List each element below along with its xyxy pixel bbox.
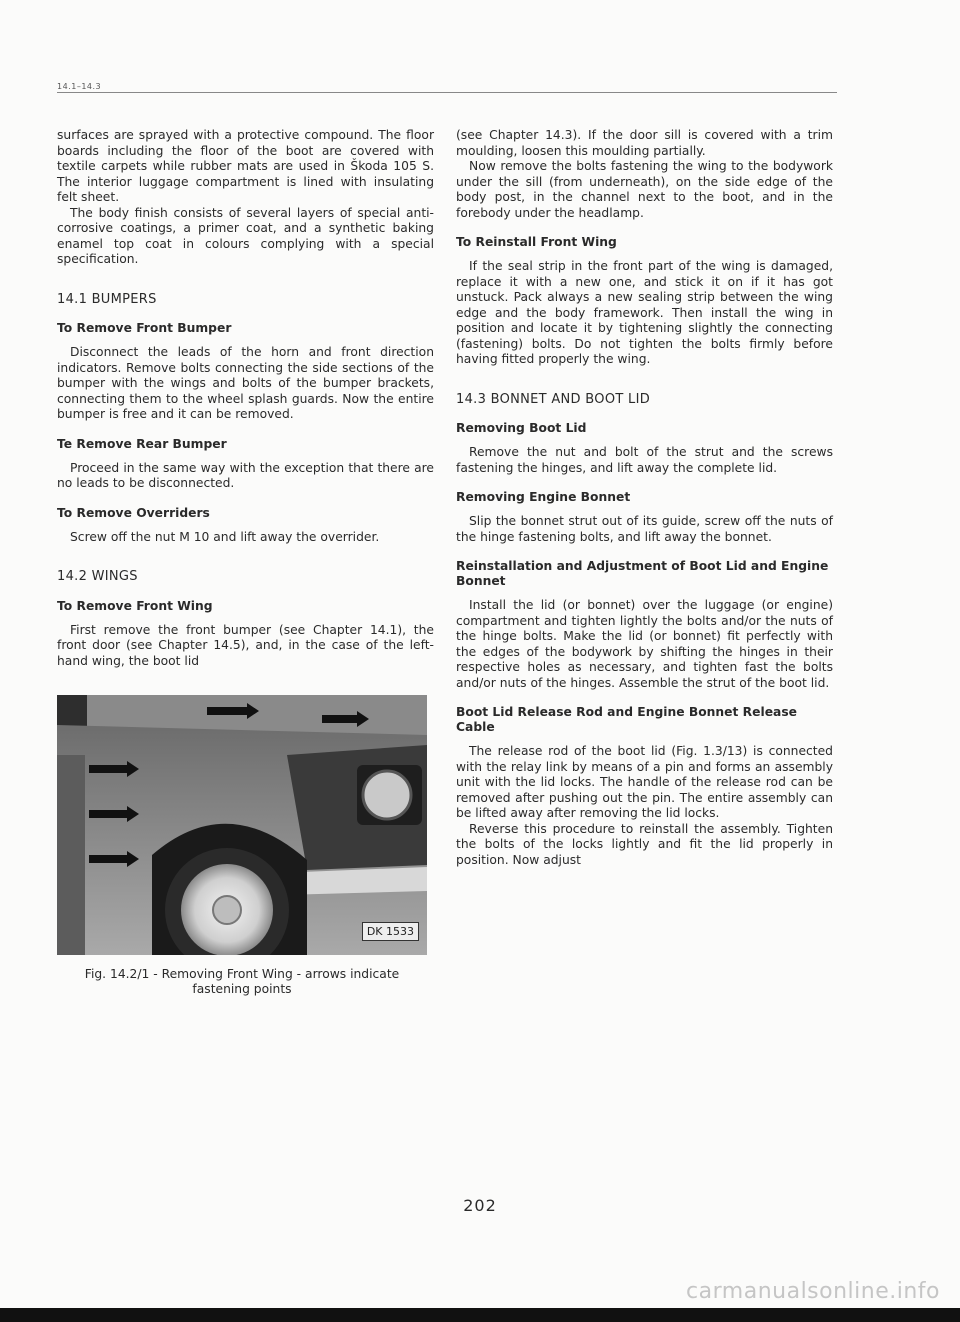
wing-bolts-paragraph: Now remove the bolts fastening the wing to the bodywork under the sill (from underneath), on the side edge of the body post, in the channel next to the boot, and in the forebody under the headlamp. [456,159,833,220]
reinstall-front-wing-title: To Reinstall Front Wing [456,235,617,249]
figure-code-label: DK 1533 [362,922,419,942]
reinstallation-text: Install the lid (or bonnet) over the luggage (or engine) compartment and tighten lightly the bolts and/or the nuts of the hinge bolts. Make the lid (or bonnet) fit perfectly with the edges of the bodywork by shifting the hinges in their respective holes as necessary, and tighten fast the bolts and/or nuts of the hinges. Assemble the strut of the boot lid. [456,598,833,690]
continuation-paragraph: (see Chapter 14.3). If the door sill is covered with a trim moulding, loosen this moulding partially. [456,128,833,158]
remove-rear-bumper-title: Te Remove Rear Bumper [57,436,227,451]
remove-overriders-title: To Remove Overriders [57,505,210,520]
removing-boot-lid-title: Removing Boot Lid [456,421,587,435]
section-wings-title: 14.2 WINGS [57,569,138,584]
running-header: 14.1–14.3 [57,82,102,91]
removing-engine-bonnet-title: Removing Engine Bonnet [456,490,631,504]
removing-engine-bonnet-text: Slip the bonnet strut out of its guide, screw off the nuts of the hinge fastening bolts, and lift away the bonnet. [456,514,833,544]
page-number: 202 [463,1196,497,1215]
watermark: carmanualsonline.info [686,1279,940,1304]
release-rod-title: Boot Lid Release Rod and Engine Bonnet Release Cable [456,705,797,734]
right-column [456,128,833,876]
figure-caption: Fig. 14.2/1 - Removing Front Wing - arrows indicate fastening points [84,967,400,996]
header-rule [57,92,837,93]
remove-rear-bumper-text: Proceed in the same way with the exception that there are no leads to be disconnected. [57,460,434,490]
left-column [57,128,434,997]
remove-overriders-text: Screw off the nut M 10 and lift away the overrider. [70,529,380,544]
reassembly-text: Reverse this procedure to reinstall the assembly. Tighten the bolts of the locks lightly and fit the lid properly in position. Now adjust [456,821,833,867]
section-bumpers-title: 14.1 BUMPERS [57,291,157,307]
remove-front-wing-title: To Remove Front Wing [57,598,213,613]
finish-paragraph: The body finish consists of several layers of special anti-corrosive coatings, a primer coat, and a synthetic baking enamel top coat in colours complying with a special specification. [57,205,434,266]
reinstall-front-wing-text: If the seal strip in the front part of the wing is damaged, replace it with a new one, and stick it on if it has got unstuck. Pack always a new sealing strip between the wing edge and the body framework. Then install the wing in position and locate it by tightening slightly the connecting (fastening) bolts. Do not tighten the bolts firmly before having fitted properly the wing. [456,259,833,366]
section-bonnet-boot-title: 14.3 BONNET AND BOOT LID [456,391,651,407]
remove-front-bumper-title: To Remove Front Bumper [57,321,232,335]
front-wing-photo [57,695,427,955]
intro-paragraph: surfaces are sprayed with a protective compound. The floor boards including the floor of the boot are covered with textile carpets while rubber mats are used in Škoda 105 S. The interior luggage compartment is lined with insulating felt sheet. [57,128,434,204]
reinstallation-title: Reinstallation and Adjustment of Boot Lid and Engine Bonnet [456,559,829,588]
remove-front-wing-text: First remove the front bumper (see Chapter 14.1), the front door (see Chapter 14.5), and, in the case of the left-hand wing, the boot lid [57,622,434,668]
car-wing-illustration [57,695,427,955]
bottom-scan-bar [0,1308,960,1322]
remove-front-bumper-text: Disconnect the leads of the horn and front direction indicators. Remove bolts connecting the side sections of the bumper with the wings and bolts of the bumper brackets, connecting them to the wheel splash guards. Now the entire bumper is free and it can be removed. [57,345,434,421]
release-rod-text: The release rod of the boot lid (Fig. 1.3/13) is connected with the relay link by means of a pin and forms an assembly unit with the lid locks. The handle of the release rod can be removed after pushing out the pin. The entire assembly can be lifted away after removing the lid locks. [456,744,833,820]
removing-boot-lid-text: Remove the nut and bolt of the strut and the screws fastening the hinges, and lift away the complete lid. [456,445,833,475]
